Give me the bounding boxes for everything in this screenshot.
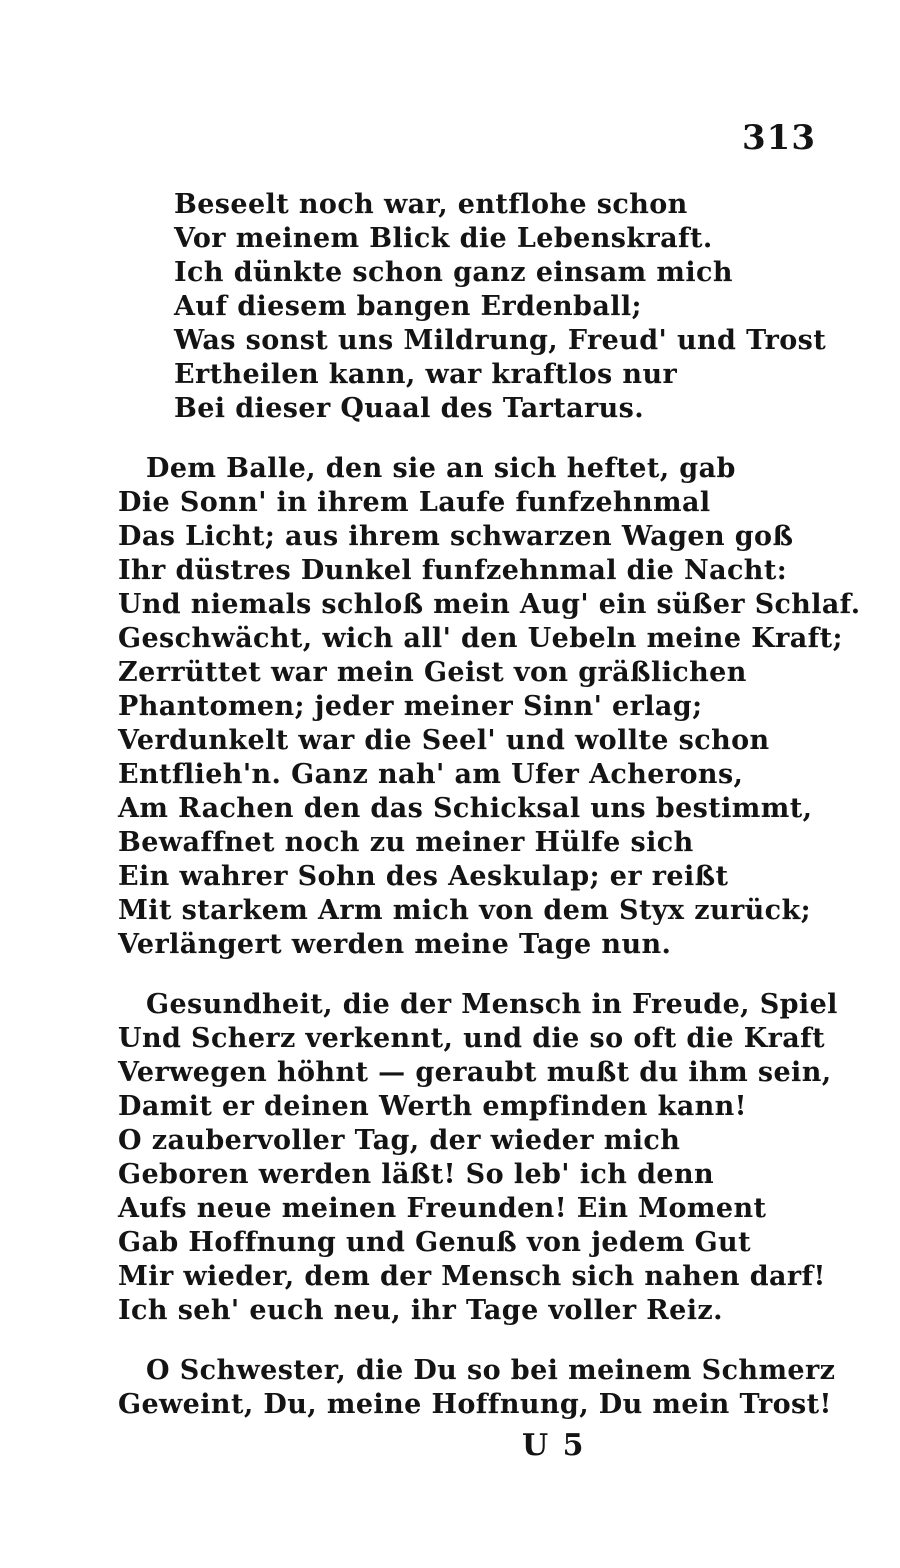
verse-line: Ich seh' euch neu, ihr Tage voller Reiz. <box>118 1295 723 1326</box>
verse-line: Zerrüttet war mein Geist von gräßlichen <box>118 657 747 688</box>
verse-line: Und Scherz verkennt, und die so oft die Kraft <box>118 1023 826 1054</box>
verse-line: Dem Balle, den sie an sich heftet, gab <box>146 453 736 484</box>
verse-line: Vor meinem Blick die Lebenskraft. <box>174 223 713 254</box>
verse-line: Das Licht; aus ihrem schwarzen Wagen goß <box>118 521 794 552</box>
verse-line: Gesundheit, die der Mensch in Freude, Spiel <box>146 989 838 1020</box>
verse-line: Am Rachen den das Schicksal uns bestimmt, <box>118 793 813 824</box>
verse-line: Bewaffnet noch zu meiner Hülfe sich <box>118 827 694 858</box>
verse-line: Verlängert werden meine Tage nun. <box>118 929 672 960</box>
page-number: 313 <box>742 118 816 158</box>
verse-line: Mit starkem Arm mich von dem Styx zurück; <box>118 895 811 926</box>
verse-line: Verdunkelt war die Seel' und wollte schon <box>118 725 770 756</box>
verse-line: Aufs neue meinen Freunden! Ein Moment <box>118 1193 767 1224</box>
verse-line: Phantomen; jeder meiner Sinn' erlag; <box>118 691 703 722</box>
verse-line: Auf diesem bangen Erdenball; <box>174 291 642 322</box>
verse-line: Gab Hoffnung und Genuß von jedem Gut <box>118 1227 751 1258</box>
verse-line: Beseelt noch war, entflohe schon <box>174 189 688 220</box>
signature-mark: U 5 <box>522 1428 586 1463</box>
verse-line: Damit er deinen Werth empfinden kann! <box>118 1091 747 1122</box>
verse-line: Bei dieser Quaal des Tartarus. <box>174 393 645 424</box>
verse-line: Verwegen höhnt — geraubt mußt du ihm sein, <box>118 1057 832 1088</box>
verse-line: Was sonst uns Mildrung, Freud' und Trost <box>174 325 827 356</box>
verse-line: Entflieh'n. Ganz nah' am Ufer Acherons, <box>118 759 744 790</box>
verse-line: Die Sonn' in ihrem Laufe funfzehnmal <box>118 487 711 518</box>
verse-line: Ich dünkte schon ganz einsam mich <box>174 257 733 288</box>
verse-line: Geboren werden läßt! So leb' ich denn <box>118 1159 715 1190</box>
verse-line: Ihr düstres Dunkel funfzehnmal die Nacht: <box>118 555 788 586</box>
verse-line: Geschwächt, wich all' den Uebeln meine Kraft; <box>118 623 843 654</box>
verse-line: O Schwester, die Du so bei meinem Schmerz <box>146 1355 836 1386</box>
verse-line: Geweint, Du, meine Hoffnung, Du mein Trost! <box>118 1389 832 1420</box>
verse-line: Ein wahrer Sohn des Aeskulap; er reißt <box>118 861 729 892</box>
verse-line: Ertheilen kann, war kraftlos nur <box>174 359 678 390</box>
verse-line: Mir wieder, dem der Mensch sich nahen darf! <box>118 1261 826 1292</box>
verse-line: Und niemals schloß mein Aug' ein süßer Schlaf. <box>118 589 861 620</box>
verse-line: O zaubervoller Tag, der wieder mich <box>118 1125 681 1156</box>
